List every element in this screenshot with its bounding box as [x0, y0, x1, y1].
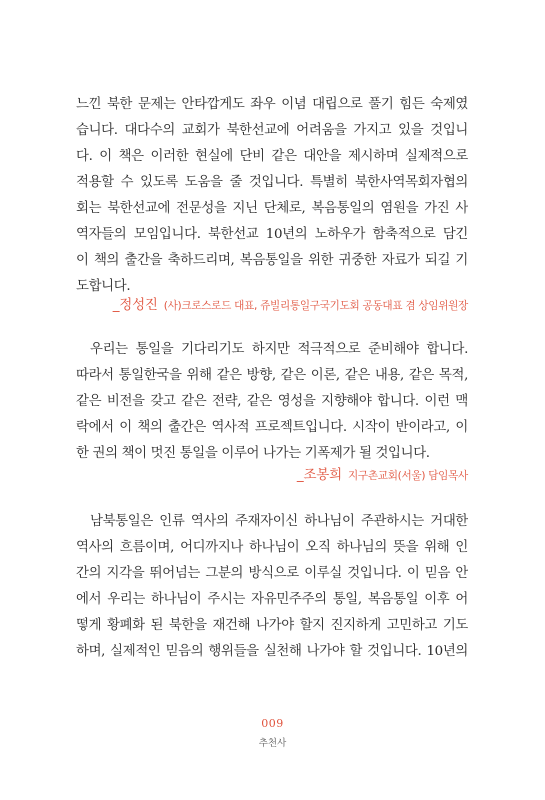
paragraph-line: 역자들의 모임입니다. 북한선교 10년의 노하우가 함축적으로 담긴: [76, 227, 468, 242]
paragraph-line: 도합니다.: [76, 279, 131, 294]
endorser-attribution-1: [113, 293, 468, 313]
endorser-role: 지구촌교회(서울) 담임목사: [347, 470, 468, 482]
paragraph-line: 같은 비전을 갖고 같은 전략, 같은 영성을 지향해야 합니다. 이런 맥: [76, 394, 468, 409]
paragraph-line: 한 권의 책이 멋진 통일을 이루어 나가는 기폭제가 될 것입니다.: [76, 446, 430, 461]
page-number: 009: [261, 717, 284, 730]
paragraph-line: 습니다. 대다수의 교회가 북한선교에 어려움을 가지고 있을 것입니: [76, 123, 468, 138]
endorsement-paragraph-1: [76, 92, 468, 300]
paragraph-line: 에서 우리는 하나님이 주시는 자유민주주의 통일, 복음통일 이후 어: [76, 592, 468, 607]
paragraph-line: 이 책의 출간을 축하드리며, 복음통일을 위한 귀중한 자료가 되길 기: [76, 253, 468, 268]
endorsement-paragraph-3: [76, 509, 468, 665]
paragraph-line: 남북통일은 인류 역사의 주재자이신 하나님이 주관하시는 거대한: [90, 514, 468, 529]
paragraph-line: 적용할 수 있도록 도움을 줄 것입니다. 특별히 북한사역목회자협의: [76, 175, 468, 190]
paragraph-line: 다. 이 책은 이러한 현실에 단비 같은 대안을 제시하며 실제적으로: [76, 149, 468, 164]
paragraph-line: 떻게 황폐화 된 북한을 재건해 나가야 할지 진지하게 고민하고 기도: [76, 618, 468, 633]
paragraph-line: 하며, 실제적인 믿음의 행위들을 실천해 나가야 할 것입니다. 10년의: [76, 644, 468, 659]
paragraph-line: 역사의 흐름이며, 어디까지나 하나님이 오직 하나님의 뜻을 위해 인: [76, 540, 468, 555]
paragraph-line: 우리는 통일을 기다리기도 하지만 적극적으로 준비해야 합니다.: [90, 342, 468, 357]
paragraph-line: 회는 북한선교에 전문성을 지닌 단체로, 복음통일의 염원을 가진 사: [76, 201, 468, 216]
endorser-role: (사)크로스로드 대표, 쥬빌리통일구국기도회 공동대표 겸 상임위원장: [163, 300, 468, 312]
section-label: 추천사: [258, 738, 287, 749]
paragraph-line: 따라서 통일한국을 위해 같은 방향, 같은 이론, 같은 내용, 같은 목적,: [76, 368, 468, 383]
endorser-name: _정성진: [112, 297, 158, 313]
paragraph-line: 락에서 이 책의 출간은 역사적 프로젝트입니다. 시작이 반이라고, 이: [76, 420, 468, 435]
paragraph-line: 간의 지각을 뛰어넘는 그분의 방식으로 이루실 것입니다. 이 믿음 안: [76, 566, 468, 581]
endorser-name: _조봉희: [296, 467, 342, 483]
paragraph-line: 느낀 북한 문제는 안타깝게도 좌우 이념 대립으로 풀기 힘든 숙제였: [76, 97, 468, 112]
endorsement-paragraph-2: [76, 337, 468, 467]
endorser-attribution-2: [297, 463, 468, 483]
